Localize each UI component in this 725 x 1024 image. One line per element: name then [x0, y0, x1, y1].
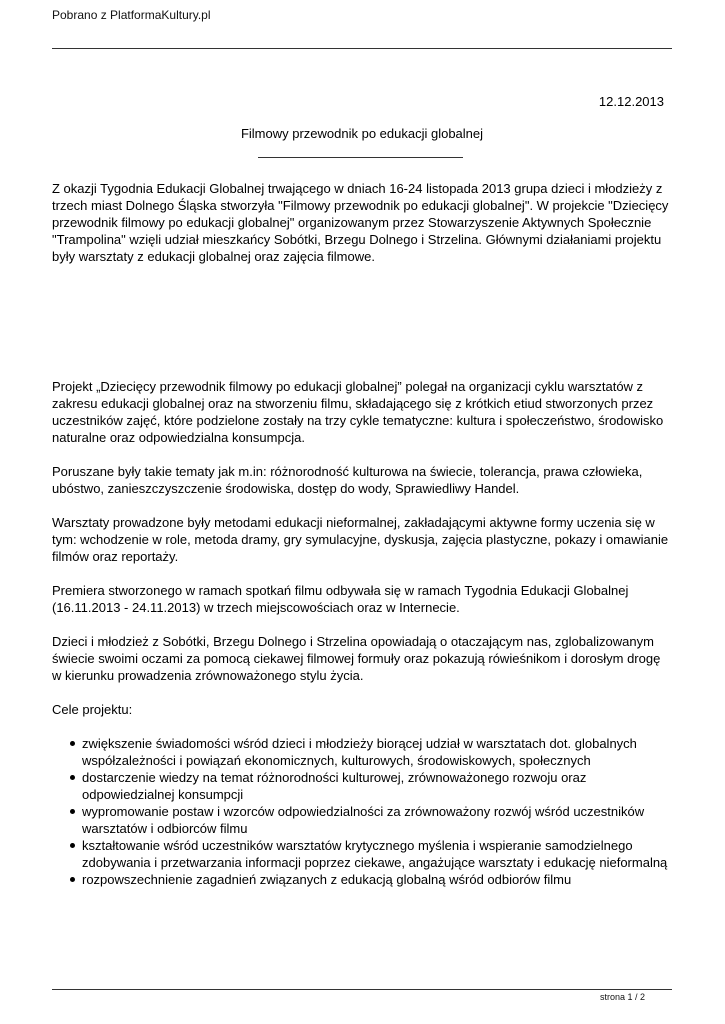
list-item: wypromowanie postaw i wzorców odpowiedzialności za zrównoważony rozwój wśród uczestników warsztatów i odbiorców filmu	[82, 803, 672, 837]
paragraph-participants: Dzieci i młodzież z Sobótki, Brzegu Dolnego i Strzelina opowiadają o otaczającym nas, zglobalizowanym świecie swoimi oczami za pomocą ciekawej filmowej formuły oraz pokazują rówieśnikom i dorosłym drogę w kierunku prowadzenia zrównoważonego stylu życia.	[52, 634, 661, 683]
footer-divider	[52, 989, 672, 990]
list-item: dostarczenie wiedzy na temat różnorodności kulturowej, zrównoważonego rozwoju oraz odpowiedzialnej konsumpcji	[82, 769, 672, 803]
main-content	[52, 378, 672, 888]
document-date: 12.12.2013	[598, 94, 664, 109]
title-underline	[258, 157, 463, 158]
intro-paragraph: Z okazji Tygodnia Edukacji Globalnej trwającego w dniach 16-24 listopada 2013 grupa dzieci i młodzieży z trzech miast Dolnego Śląska stworzyła "Filmowy przewodnik po edukacji globalnej". W projekcie "Dziecięcy przewodnik filmowy po edukacji globalnej" organizowanym przez Stowarzyszenie Aktywnych Społecznie "Trampolina" wzięli udział mieszkańcy Sobótki, Brzegu Dolnego i Strzelina. Głównymi działaniami projektu były warsztaty z edukacji globalnej oraz zajęcia filmowe.	[52, 181, 669, 264]
document-source-header: Pobrano z PlatformaKultury.pl	[52, 8, 211, 22]
paragraph-project-description: Projekt „Dziecięcy przewodnik filmowy po edukacji globalnej” polegał na organizacji cyklu warsztatów z zakresu edukacji globalnej oraz na stworzeniu filmu, składającego się z krótkich etiud stworzonych przez uczestników zajęć, które podzielone zostały na trzy cykle tematyczne: kultura i społeczeństwo, środowisko naturalne oraz odpowiedzialna konsumpcja.	[52, 379, 664, 445]
header-divider	[52, 48, 672, 49]
page-number: strona 1 / 2	[599, 992, 645, 1002]
list-item: zwiększenie świadomości wśród dzieci i młodzieży biorącej udział w warsztatach dot. globalnych współzależności i powiązań ekonomicznych, kulturowych, środowiskowych, społecznych	[82, 735, 672, 769]
goals-heading: Cele projektu:	[52, 702, 133, 717]
paragraph-workshop-methods: Warsztaty prowadzone były metodami edukacji nieformalnej, zakładającymi aktywne formy uczenia się w tym: wchodzenie w role, metoda dramy, gry symulacyjne, dyskusja, zajęcia plastyczne, pokazy i omawianie filmów oraz reportaży.	[52, 515, 669, 564]
list-item: kształtowanie wśród uczestników warsztatów krytycznego myślenia i wspieranie samodzielnego zdobywania i przetwarzania informacji poprzez ciekawe, angażujące warsztaty i edukację nieformalną	[82, 837, 672, 871]
paragraph-premiere: Premiera stworzonego w ramach spotkań filmu odbywała się w ramach Tygodnia Edukacji Globalnej (16.11.2013 - 24.11.2013) w trzech miejscowościach oraz w Internecie.	[52, 583, 629, 615]
document-title: Filmowy przewodnik po edukacji globalnej	[240, 126, 484, 141]
intro-section	[52, 180, 672, 265]
goals-list	[52, 735, 672, 888]
list-item: rozpowszechnienie zagadnień związanych z edukacją globalną wśród odbiorów filmu	[82, 871, 672, 888]
paragraph-topics: Poruszane były takie tematy jak m.in: różnorodność kulturowa na świecie, tolerancja, prawa człowieka, ubóstwo, zanieszczyszczenie środowiska, dostęp do wody, Sprawiedliwy Handel.	[52, 464, 643, 496]
